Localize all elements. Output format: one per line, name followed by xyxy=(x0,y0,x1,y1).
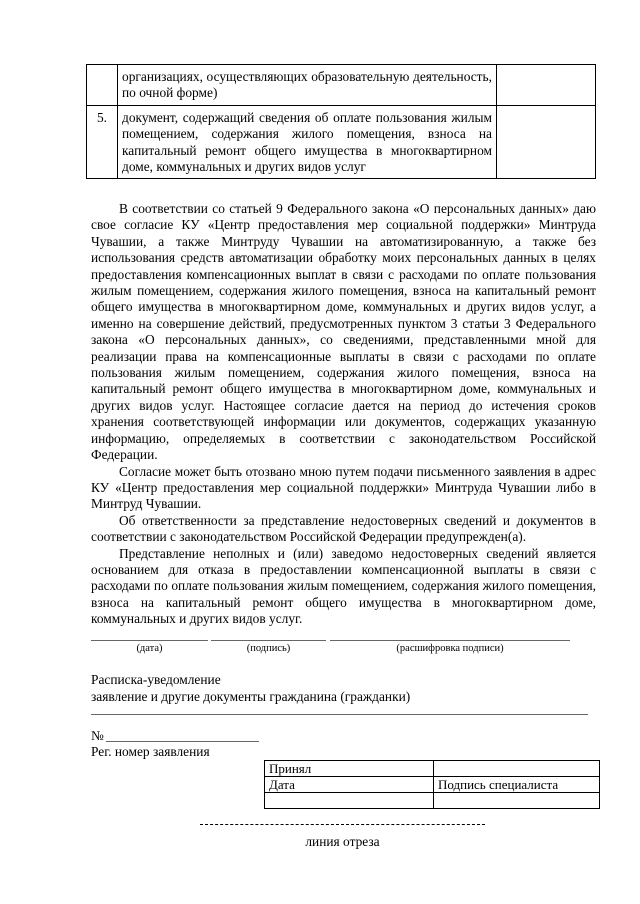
table-row xyxy=(87,65,596,106)
row-empty-cell xyxy=(497,105,596,179)
consent-text xyxy=(91,201,596,628)
decode-line xyxy=(330,640,570,641)
row-empty-cell xyxy=(497,65,596,106)
citizen-name-line[interactable] xyxy=(91,714,588,715)
cut-line xyxy=(200,824,485,825)
table-row xyxy=(265,793,600,809)
table-row xyxy=(265,761,600,777)
consent-paragraph-responsibility: Об ответственности за представление недостоверных сведений и документов в соответствии с законодательством Российской Федерации предупрежден(а). xyxy=(91,512,596,545)
sign-caption: (подпись) xyxy=(246,643,291,654)
signature-value-cell[interactable] xyxy=(434,793,600,809)
decode-signature-field[interactable] xyxy=(330,640,570,660)
date-line xyxy=(91,640,208,641)
registration-number-label: Рег. номер заявления xyxy=(91,744,210,759)
row-document-text: организациях, осуществляющих образовательную деятельность, по очной форме) xyxy=(118,65,497,106)
receipt-subtitle: заявление и другие документы гражданина (гражданки) xyxy=(91,689,411,704)
receipt-title: Расписка-уведомление xyxy=(91,672,221,687)
table-row xyxy=(265,777,600,793)
registration-number-line[interactable] xyxy=(106,741,259,742)
date-signature-field[interactable] xyxy=(91,640,208,660)
date-label: Дата xyxy=(265,777,434,793)
number-sign: № xyxy=(91,728,104,743)
acceptance-table xyxy=(264,760,600,809)
table-row xyxy=(87,105,596,179)
accepted-label: Принял xyxy=(265,761,434,777)
accepted-value-cell[interactable] xyxy=(434,761,600,777)
sign-line xyxy=(211,640,326,641)
cut-line-label: линия отреза xyxy=(305,834,380,849)
sign-signature-field[interactable] xyxy=(211,640,326,660)
date-caption: (дата) xyxy=(136,643,163,654)
specialist-signature-label: Подпись специалиста xyxy=(434,777,600,793)
row-number xyxy=(87,65,118,106)
decode-caption: (расшифровка подписи) xyxy=(396,643,504,654)
consent-paragraph-personal-data: В соответствии со статьей 9 Федерального закона «О персональных данных» даю свое согласие КУ «Центр предоставления мер социальной поддержки» Минтруда Чувашии, а также Минтруду Чувашии на автоматизированную, а также без использования средств автоматизации обработку моих персональных данных в целях предоставления компенсационных выплат в связи с расходами по оплате пользования жилым помещением, содержания жилого помещения, взноса на капитальный ремонт общего имущества в многоквартирном доме, коммунальных и других видов услуг, а именно на совершение действий, предусмотренных пунктом 3 статьи 3 Федерального закона «О персональных данных», со сведениями, представленными мной для реализации права на компенсационные выплаты в связи с расходами по оплате пользования жилым помещением, содержания жилого помещения, взноса на капитальный ремонт общего имущества в многоквартирном доме, коммунальных и других видов услуг. Настоящее согласие дается на период до истечения сроков хранения соответствующей информации или документов, содержащих указанную информацию, определяемых в соответствии с законодательством Российской Федерации. xyxy=(91,201,596,463)
documents-table xyxy=(86,64,596,179)
row-number: 5. xyxy=(87,105,118,179)
row-document-text: документ, содержащий сведения об оплате пользования жилым помещением, содержания жилого помещения, взноса на капитальный ремонт общего имущества в многоквартирном доме, коммунальных и других видов услуг xyxy=(118,105,497,179)
date-value-cell[interactable] xyxy=(265,793,434,809)
consent-paragraph-revocation: Согласие может быть отозвано мною путем подачи письменного заявления в адрес КУ «Центр предоставления мер социальной поддержки» Минтруда Чувашии либо в Минтруд Чувашии. xyxy=(91,463,596,512)
consent-paragraph-refusal: Представление неполных и (или) заведомо недостоверных сведений является основанием для отказа в предоставлении компенсационной выплаты в связи с расходами по оплате пользования жилым помещением, содержания жилого помещения, взноса на капитальный ремонт общего имущества в многоквартирном доме, коммунальных и других видов услуг. xyxy=(91,545,596,627)
